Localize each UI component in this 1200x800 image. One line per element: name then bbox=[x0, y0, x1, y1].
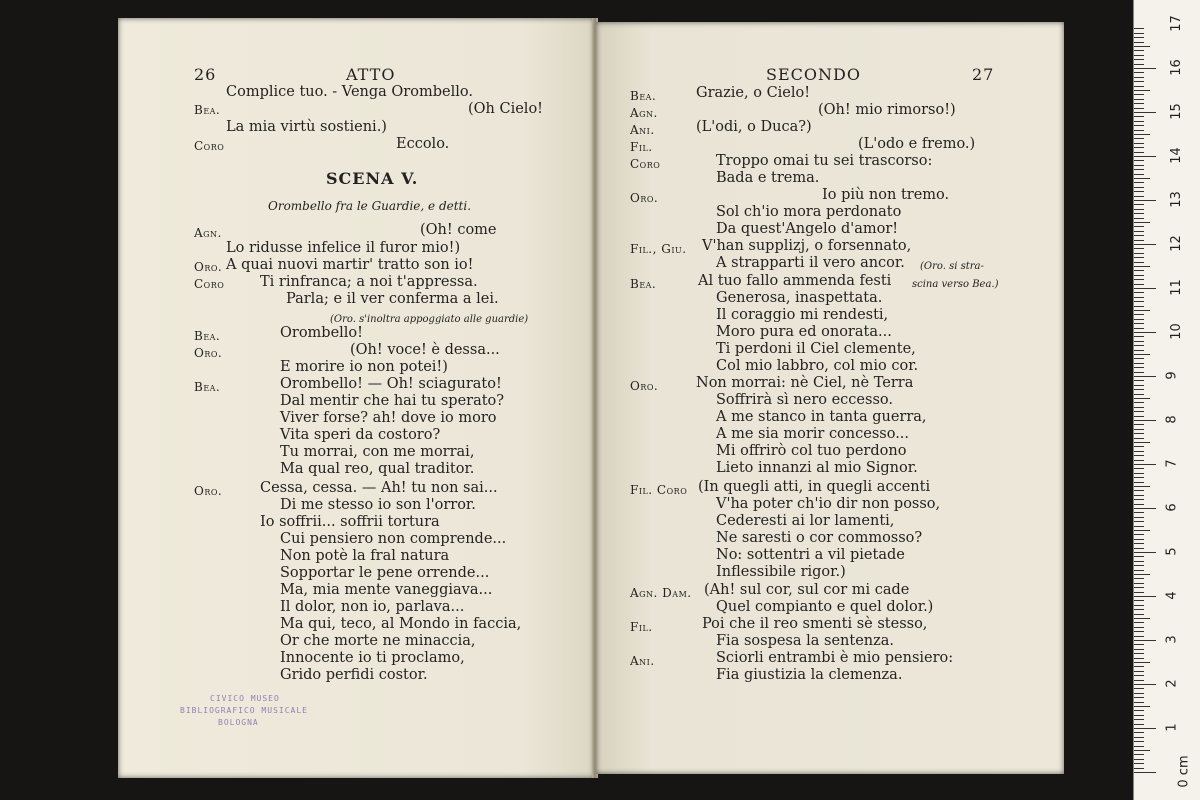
ruler-tick bbox=[1134, 561, 1144, 562]
text-line: Grazie, o Cielo! bbox=[696, 85, 811, 101]
ruler-tick bbox=[1134, 398, 1150, 399]
text-line: A strapparti il vero ancor. bbox=[716, 255, 905, 271]
text-line: (Oh! voce! è dessa... bbox=[350, 342, 500, 358]
speaker-label: Bea. bbox=[630, 89, 657, 103]
ruler-tick bbox=[1134, 86, 1144, 87]
page-number-left: 26 bbox=[194, 65, 217, 84]
ruler-tick bbox=[1134, 614, 1144, 615]
ruler-tick bbox=[1134, 319, 1144, 320]
text-line: Troppo omai tu sei trascorso: bbox=[716, 153, 933, 169]
ruler-tick bbox=[1134, 402, 1144, 403]
ruler-label: 0 cm bbox=[1176, 755, 1192, 788]
text-line: Inflessibile rigor.) bbox=[716, 564, 846, 580]
ruler-tick bbox=[1134, 574, 1150, 575]
ruler-tick bbox=[1134, 570, 1144, 571]
text-line: Lo ridusse infelice il furor mio!) bbox=[226, 240, 461, 256]
text-line: (Ah! sul cor, sul cor mi cade bbox=[704, 582, 910, 598]
ruler-tick bbox=[1134, 446, 1144, 447]
ruler-tick bbox=[1134, 200, 1156, 201]
ruler-tick bbox=[1134, 94, 1144, 95]
ruler-tick bbox=[1134, 248, 1144, 249]
ruler-label: 2 bbox=[1164, 679, 1180, 688]
ruler-tick bbox=[1134, 460, 1144, 461]
ruler-tick bbox=[1134, 763, 1144, 764]
ruler-tick bbox=[1134, 37, 1144, 38]
text-line: Ma qual reo, qual traditor. bbox=[280, 461, 475, 477]
ruler-tick bbox=[1134, 310, 1150, 311]
text-line: Vita speri da costoro? bbox=[280, 427, 441, 443]
speaker-label: Agn. bbox=[194, 226, 222, 240]
ruler-tick bbox=[1134, 504, 1144, 505]
ruler-tick bbox=[1134, 521, 1144, 522]
ruler-tick bbox=[1134, 556, 1144, 557]
text-line: Grido perfidi costor. bbox=[280, 667, 428, 683]
ruler-tick bbox=[1134, 728, 1156, 729]
ruler-tick bbox=[1134, 600, 1144, 601]
ruler-tick bbox=[1134, 174, 1144, 175]
text-line: Sciorli entrambi è mio pensiero: bbox=[716, 650, 954, 666]
ruler-tick bbox=[1134, 240, 1144, 241]
ruler-tick bbox=[1134, 662, 1150, 663]
stage-direction: (Oro. si stra- bbox=[920, 261, 984, 272]
ruler-tick bbox=[1134, 666, 1144, 667]
text-line: Da quest'Angelo d'amor! bbox=[716, 221, 899, 237]
ruler-tick bbox=[1134, 257, 1144, 258]
ruler-tick bbox=[1134, 336, 1144, 337]
text-line: Or che morte ne minaccia, bbox=[280, 633, 476, 649]
ruler-tick bbox=[1134, 130, 1144, 131]
ruler-tick bbox=[1134, 328, 1144, 329]
text-line: Innocente io ti proclamo, bbox=[280, 650, 465, 666]
text-line: Viver forse? ah! dove io moro bbox=[280, 410, 497, 426]
ruler-tick bbox=[1134, 191, 1144, 192]
ruler-tick bbox=[1134, 768, 1144, 769]
ruler-tick bbox=[1134, 112, 1156, 113]
ruler-tick bbox=[1134, 693, 1144, 694]
text-line: Tu morrai, con me morrai, bbox=[280, 444, 475, 460]
ruler-tick bbox=[1134, 548, 1144, 549]
text-line: Col mio labbro, col mio cor. bbox=[716, 358, 919, 374]
ruler-tick bbox=[1134, 631, 1144, 632]
ruler-tick bbox=[1134, 750, 1150, 751]
ruler-label: 17 bbox=[1168, 15, 1184, 32]
ruler-tick bbox=[1134, 372, 1144, 373]
ruler-tick bbox=[1134, 77, 1144, 78]
measurement-ruler bbox=[1133, 0, 1200, 800]
ruler-tick bbox=[1134, 292, 1144, 293]
speaker-label: Bea. bbox=[194, 103, 221, 117]
text-line: Fia giustizia la clemenza. bbox=[716, 667, 903, 683]
ruler-tick bbox=[1134, 99, 1144, 100]
ruler-label: 15 bbox=[1168, 103, 1184, 120]
ruler-tick bbox=[1134, 732, 1144, 733]
ruler-tick bbox=[1134, 451, 1144, 452]
ruler-tick bbox=[1134, 649, 1144, 650]
ruler-tick bbox=[1134, 587, 1144, 588]
text-line: Fia sospesa la sentenza. bbox=[716, 633, 895, 649]
ruler-tick bbox=[1134, 204, 1144, 205]
ruler-tick bbox=[1134, 627, 1144, 628]
ruler-tick bbox=[1134, 442, 1150, 443]
ruler-tick bbox=[1134, 165, 1144, 166]
ruler-tick bbox=[1134, 583, 1144, 584]
ruler-tick bbox=[1134, 64, 1144, 65]
library-stamp-line: CIVICO MUSEO bbox=[210, 694, 280, 703]
speaker-label: Bea. bbox=[630, 277, 657, 291]
ruler-tick bbox=[1134, 55, 1144, 56]
ruler-tick bbox=[1134, 407, 1144, 408]
ruler-tick bbox=[1134, 231, 1144, 232]
ruler-tick bbox=[1134, 301, 1144, 302]
text-line: Complice tuo. - Venga Orombello. bbox=[226, 84, 473, 100]
ruler-tick bbox=[1134, 297, 1144, 298]
text-line: Il dolor, non io, parlava... bbox=[280, 599, 465, 615]
ruler-tick bbox=[1134, 363, 1144, 364]
right-page bbox=[596, 22, 1064, 774]
text-line: Il coraggio mi rendesti, bbox=[716, 307, 889, 323]
speaker-label: Bea. bbox=[194, 380, 221, 394]
ruler-tick bbox=[1134, 702, 1144, 703]
ruler-tick bbox=[1134, 160, 1144, 161]
speaker-label: Fil., Giu. bbox=[630, 242, 687, 256]
ruler-tick bbox=[1134, 411, 1144, 412]
speaker-label: Oro. bbox=[194, 484, 223, 498]
speaker-label: Agn. bbox=[630, 106, 658, 120]
ruler-tick bbox=[1134, 323, 1144, 324]
text-line: Orombello! — Oh! sciagurato! bbox=[280, 376, 502, 392]
ruler-tick bbox=[1134, 50, 1144, 51]
ruler-tick bbox=[1134, 653, 1144, 654]
ruler-tick bbox=[1134, 262, 1144, 263]
ruler-tick bbox=[1134, 108, 1144, 109]
stage-direction: scina verso Bea.) bbox=[912, 279, 999, 290]
ruler-tick bbox=[1134, 741, 1144, 742]
text-line: A me sia morir concesso... bbox=[716, 426, 910, 442]
text-line: Al tuo fallo ammenda festi bbox=[698, 273, 892, 289]
scene-title: SCENA V. bbox=[326, 169, 419, 188]
ruler-tick bbox=[1134, 376, 1156, 377]
ruler-tick bbox=[1134, 715, 1144, 716]
ruler-tick bbox=[1134, 81, 1144, 82]
ruler-tick bbox=[1134, 156, 1156, 157]
ruler-tick bbox=[1134, 226, 1144, 227]
speaker-label: Coro bbox=[194, 139, 225, 153]
ruler-tick bbox=[1134, 275, 1144, 276]
text-line: Io soffrii... soffrii tortura bbox=[260, 514, 440, 530]
ruler-tick bbox=[1134, 266, 1150, 267]
text-line: Di me stesso io son l'orror. bbox=[280, 497, 476, 513]
ruler-tick bbox=[1134, 697, 1144, 698]
speaker-label: Oro. bbox=[630, 191, 659, 205]
ruler-tick bbox=[1134, 543, 1144, 544]
ruler-tick bbox=[1134, 495, 1144, 496]
ruler-tick bbox=[1134, 468, 1144, 469]
text-line: V'ha poter ch'io dir non posso, bbox=[716, 496, 941, 512]
ruler-tick bbox=[1134, 394, 1144, 395]
ruler-tick bbox=[1134, 482, 1144, 483]
ruler-tick bbox=[1134, 72, 1144, 73]
ruler-label: 10 bbox=[1168, 323, 1184, 340]
text-line: Non morrai: nè Ciel, nè Terra bbox=[696, 375, 914, 391]
ruler-tick bbox=[1134, 270, 1144, 271]
ruler-tick bbox=[1134, 138, 1144, 139]
ruler-tick bbox=[1134, 552, 1156, 553]
speaker-label: Agn. Dam. bbox=[630, 586, 692, 600]
ruler-tick bbox=[1134, 658, 1144, 659]
ruler-tick bbox=[1134, 147, 1144, 148]
ruler-tick bbox=[1134, 143, 1144, 144]
ruler-label: 16 bbox=[1168, 59, 1184, 76]
library-stamp-line: BIBLIOGRAFICO MUSICALE bbox=[180, 706, 308, 715]
ruler-tick bbox=[1134, 420, 1156, 421]
text-line: V'han supplizj, o forsennato, bbox=[702, 238, 912, 254]
ruler-tick bbox=[1134, 187, 1144, 188]
ruler-tick bbox=[1134, 539, 1144, 540]
ruler-tick bbox=[1134, 178, 1150, 179]
speaker-label: Ani. bbox=[630, 123, 655, 137]
running-head-right: SECONDO bbox=[766, 65, 861, 84]
text-line: Moro pura ed onorata... bbox=[716, 324, 892, 340]
ruler-tick bbox=[1134, 517, 1144, 518]
ruler-tick bbox=[1134, 28, 1144, 29]
ruler-tick bbox=[1134, 772, 1156, 773]
ruler-label: 1 bbox=[1164, 723, 1180, 732]
ruler-tick bbox=[1134, 499, 1144, 500]
ruler-tick bbox=[1134, 737, 1144, 738]
ruler-tick bbox=[1134, 455, 1144, 456]
ruler-tick bbox=[1134, 671, 1144, 672]
ruler-tick bbox=[1134, 719, 1144, 720]
text-line: Ti rinfranca; a noi t'appressa. bbox=[260, 274, 478, 290]
ruler-tick bbox=[1134, 486, 1150, 487]
ruler-tick bbox=[1134, 464, 1156, 465]
ruler-tick bbox=[1134, 622, 1144, 623]
speaker-label: Fil. bbox=[630, 140, 653, 154]
ruler-tick bbox=[1134, 367, 1144, 368]
ruler-tick bbox=[1134, 196, 1144, 197]
stage-direction: (Oro. s'inoltra appoggiato alle guardie) bbox=[330, 314, 529, 325]
speaker-label: Ani. bbox=[630, 654, 655, 668]
ruler-tick bbox=[1134, 332, 1156, 333]
ruler-tick bbox=[1134, 508, 1156, 509]
ruler-tick bbox=[1134, 288, 1156, 289]
text-line: Eccolo. bbox=[396, 136, 450, 152]
page-number-right: 27 bbox=[972, 65, 995, 84]
ruler-tick bbox=[1134, 68, 1156, 69]
text-line: Parla; e il ver conferma a lei. bbox=[286, 291, 499, 307]
ruler-label: 3 bbox=[1164, 635, 1180, 644]
ruler-tick bbox=[1134, 389, 1144, 390]
ruler-label: 4 bbox=[1164, 591, 1180, 600]
ruler-label: 8 bbox=[1164, 415, 1180, 424]
ruler-tick bbox=[1134, 235, 1144, 236]
text-line: (Oh Cielo! bbox=[468, 101, 543, 117]
ruler-tick bbox=[1134, 350, 1144, 351]
text-line: La mia virtù sostieni.) bbox=[226, 119, 387, 135]
ruler-tick bbox=[1134, 534, 1144, 535]
text-line: Poi che il reo smenti sè stesso, bbox=[702, 616, 928, 632]
scene-direction: Orombello fra le Guardie, e detti. bbox=[268, 199, 472, 213]
text-line: A me stanco in tanta guerra, bbox=[716, 409, 927, 425]
ruler-tick bbox=[1134, 605, 1144, 606]
ruler-tick bbox=[1134, 121, 1144, 122]
text-line: (Oh! come bbox=[420, 222, 497, 238]
ruler-tick bbox=[1134, 609, 1144, 610]
text-line: Soffrirà sì nero eccesso. bbox=[716, 392, 893, 408]
text-line: Sol ch'io mora perdonato bbox=[716, 204, 902, 220]
text-line: A quai nuovi martir' tratto son io! bbox=[226, 257, 474, 273]
text-line: Cessa, cessa. — Ah! tu non sai... bbox=[260, 480, 498, 496]
ruler-tick bbox=[1134, 636, 1144, 637]
ruler-tick bbox=[1134, 530, 1150, 531]
ruler-tick bbox=[1134, 710, 1144, 711]
text-line: Io più non tremo. bbox=[822, 187, 950, 203]
text-line: E morire io non potei!) bbox=[280, 359, 448, 375]
ruler-tick bbox=[1134, 152, 1144, 153]
ruler-tick bbox=[1134, 724, 1144, 725]
ruler-tick bbox=[1134, 565, 1144, 566]
text-line: Cui pensiero non comprende... bbox=[280, 531, 507, 547]
ruler-label: 5 bbox=[1164, 547, 1180, 556]
speaker-label: Oro. bbox=[630, 379, 659, 393]
ruler-tick bbox=[1134, 640, 1156, 641]
speaker-label: Bea. bbox=[194, 329, 221, 343]
text-line: Generosa, inaspettata. bbox=[716, 290, 883, 306]
text-line: Ne saresti o cor commosso? bbox=[716, 530, 923, 546]
ruler-label: 14 bbox=[1168, 147, 1184, 164]
text-line: Ma, mia mente vaneggiava... bbox=[280, 582, 493, 598]
ruler-tick bbox=[1134, 438, 1144, 439]
ruler-tick bbox=[1134, 596, 1156, 597]
ruler-tick bbox=[1134, 244, 1156, 245]
ruler-tick bbox=[1134, 284, 1144, 285]
text-line: Non potè la fral natura bbox=[280, 548, 450, 564]
text-line: Dal mentir che hai tu sperato? bbox=[280, 393, 505, 409]
ruler-label: 11 bbox=[1168, 279, 1184, 296]
ruler-label: 9 bbox=[1164, 371, 1180, 380]
speaker-label: Oro. bbox=[194, 346, 223, 360]
ruler-tick bbox=[1134, 490, 1144, 491]
text-line: (L'odo e fremo.) bbox=[858, 136, 976, 152]
text-line: (Oh! mio rimorso!) bbox=[818, 102, 956, 118]
ruler-tick bbox=[1134, 213, 1144, 214]
ruler-tick bbox=[1134, 116, 1144, 117]
ruler-tick bbox=[1134, 675, 1144, 676]
text-line: Ti perdoni il Ciel clemente, bbox=[716, 341, 916, 357]
text-line: Quel compianto e quel dolor.) bbox=[716, 599, 934, 615]
running-head-left: ATTO bbox=[346, 65, 396, 84]
ruler-tick bbox=[1134, 688, 1144, 689]
speaker-label: Fil. bbox=[630, 620, 653, 634]
speaker-label: Oro. bbox=[194, 260, 223, 274]
ruler-tick bbox=[1134, 746, 1144, 747]
ruler-tick bbox=[1134, 218, 1144, 219]
text-line: Cederesti ai lor lamenti, bbox=[716, 513, 895, 529]
ruler-tick bbox=[1134, 125, 1144, 126]
ruler-tick bbox=[1134, 253, 1144, 254]
ruler-tick bbox=[1134, 684, 1156, 685]
ruler-tick bbox=[1134, 103, 1144, 104]
ruler-tick bbox=[1134, 354, 1150, 355]
ruler-tick bbox=[1134, 433, 1144, 434]
library-stamp-line: BOLOGNA bbox=[218, 718, 259, 727]
text-line: Bada e trema. bbox=[716, 170, 820, 186]
text-line: (In quegli atti, in quegli accenti bbox=[698, 479, 931, 495]
ruler-tick bbox=[1134, 169, 1144, 170]
speaker-label: Fil. Coro bbox=[630, 483, 688, 497]
ruler-tick bbox=[1134, 279, 1144, 280]
ruler-label: 13 bbox=[1168, 191, 1184, 208]
speaker-label: Coro bbox=[630, 157, 661, 171]
ruler-label: 12 bbox=[1168, 235, 1184, 252]
ruler-tick bbox=[1134, 134, 1150, 135]
ruler-tick bbox=[1134, 592, 1144, 593]
ruler-tick bbox=[1134, 306, 1144, 307]
ruler-tick bbox=[1134, 429, 1144, 430]
ruler-tick bbox=[1134, 644, 1144, 645]
ruler-tick bbox=[1134, 345, 1144, 346]
ruler-tick bbox=[1134, 526, 1144, 527]
ruler-tick bbox=[1134, 385, 1144, 386]
ruler-tick bbox=[1134, 578, 1144, 579]
ruler-tick bbox=[1134, 512, 1144, 513]
ruler-label: 6 bbox=[1164, 503, 1180, 512]
ruler-tick bbox=[1134, 706, 1150, 707]
text-line: Lieto innanzi al mio Signor. bbox=[716, 460, 918, 476]
ruler-tick bbox=[1134, 618, 1150, 619]
speaker-label: Coro bbox=[194, 277, 225, 291]
ruler-tick bbox=[1134, 416, 1144, 417]
ruler-tick bbox=[1134, 759, 1144, 760]
ruler-tick bbox=[1134, 754, 1144, 755]
ruler-tick bbox=[1134, 209, 1144, 210]
ruler-tick bbox=[1134, 473, 1144, 474]
text-line: No: sottentri a vil pietade bbox=[716, 547, 905, 563]
ruler-tick bbox=[1134, 477, 1144, 478]
ruler-tick bbox=[1134, 680, 1144, 681]
ruler-tick bbox=[1134, 358, 1144, 359]
text-line: Orombello! bbox=[280, 325, 363, 341]
ruler-tick bbox=[1134, 46, 1150, 47]
ruler-tick bbox=[1134, 222, 1150, 223]
ruler-tick bbox=[1134, 90, 1150, 91]
text-line: (L'odi, o Duca?) bbox=[696, 119, 812, 135]
left-page bbox=[118, 18, 594, 778]
ruler-tick bbox=[1134, 33, 1144, 34]
ruler-tick bbox=[1134, 424, 1144, 425]
ruler-tick bbox=[1134, 341, 1144, 342]
ruler-tick bbox=[1134, 42, 1144, 43]
ruler-tick bbox=[1134, 314, 1144, 315]
text-line: Sopportar le pene orrende... bbox=[280, 565, 490, 581]
ruler-tick bbox=[1134, 59, 1144, 60]
text-line: Ma qui, teco, al Mondo in faccia, bbox=[280, 616, 522, 632]
ruler-label: 7 bbox=[1164, 459, 1180, 468]
ruler-tick bbox=[1134, 182, 1144, 183]
text-line: Mi offrirò col tuo perdono bbox=[716, 443, 907, 459]
ruler-tick bbox=[1134, 380, 1144, 381]
